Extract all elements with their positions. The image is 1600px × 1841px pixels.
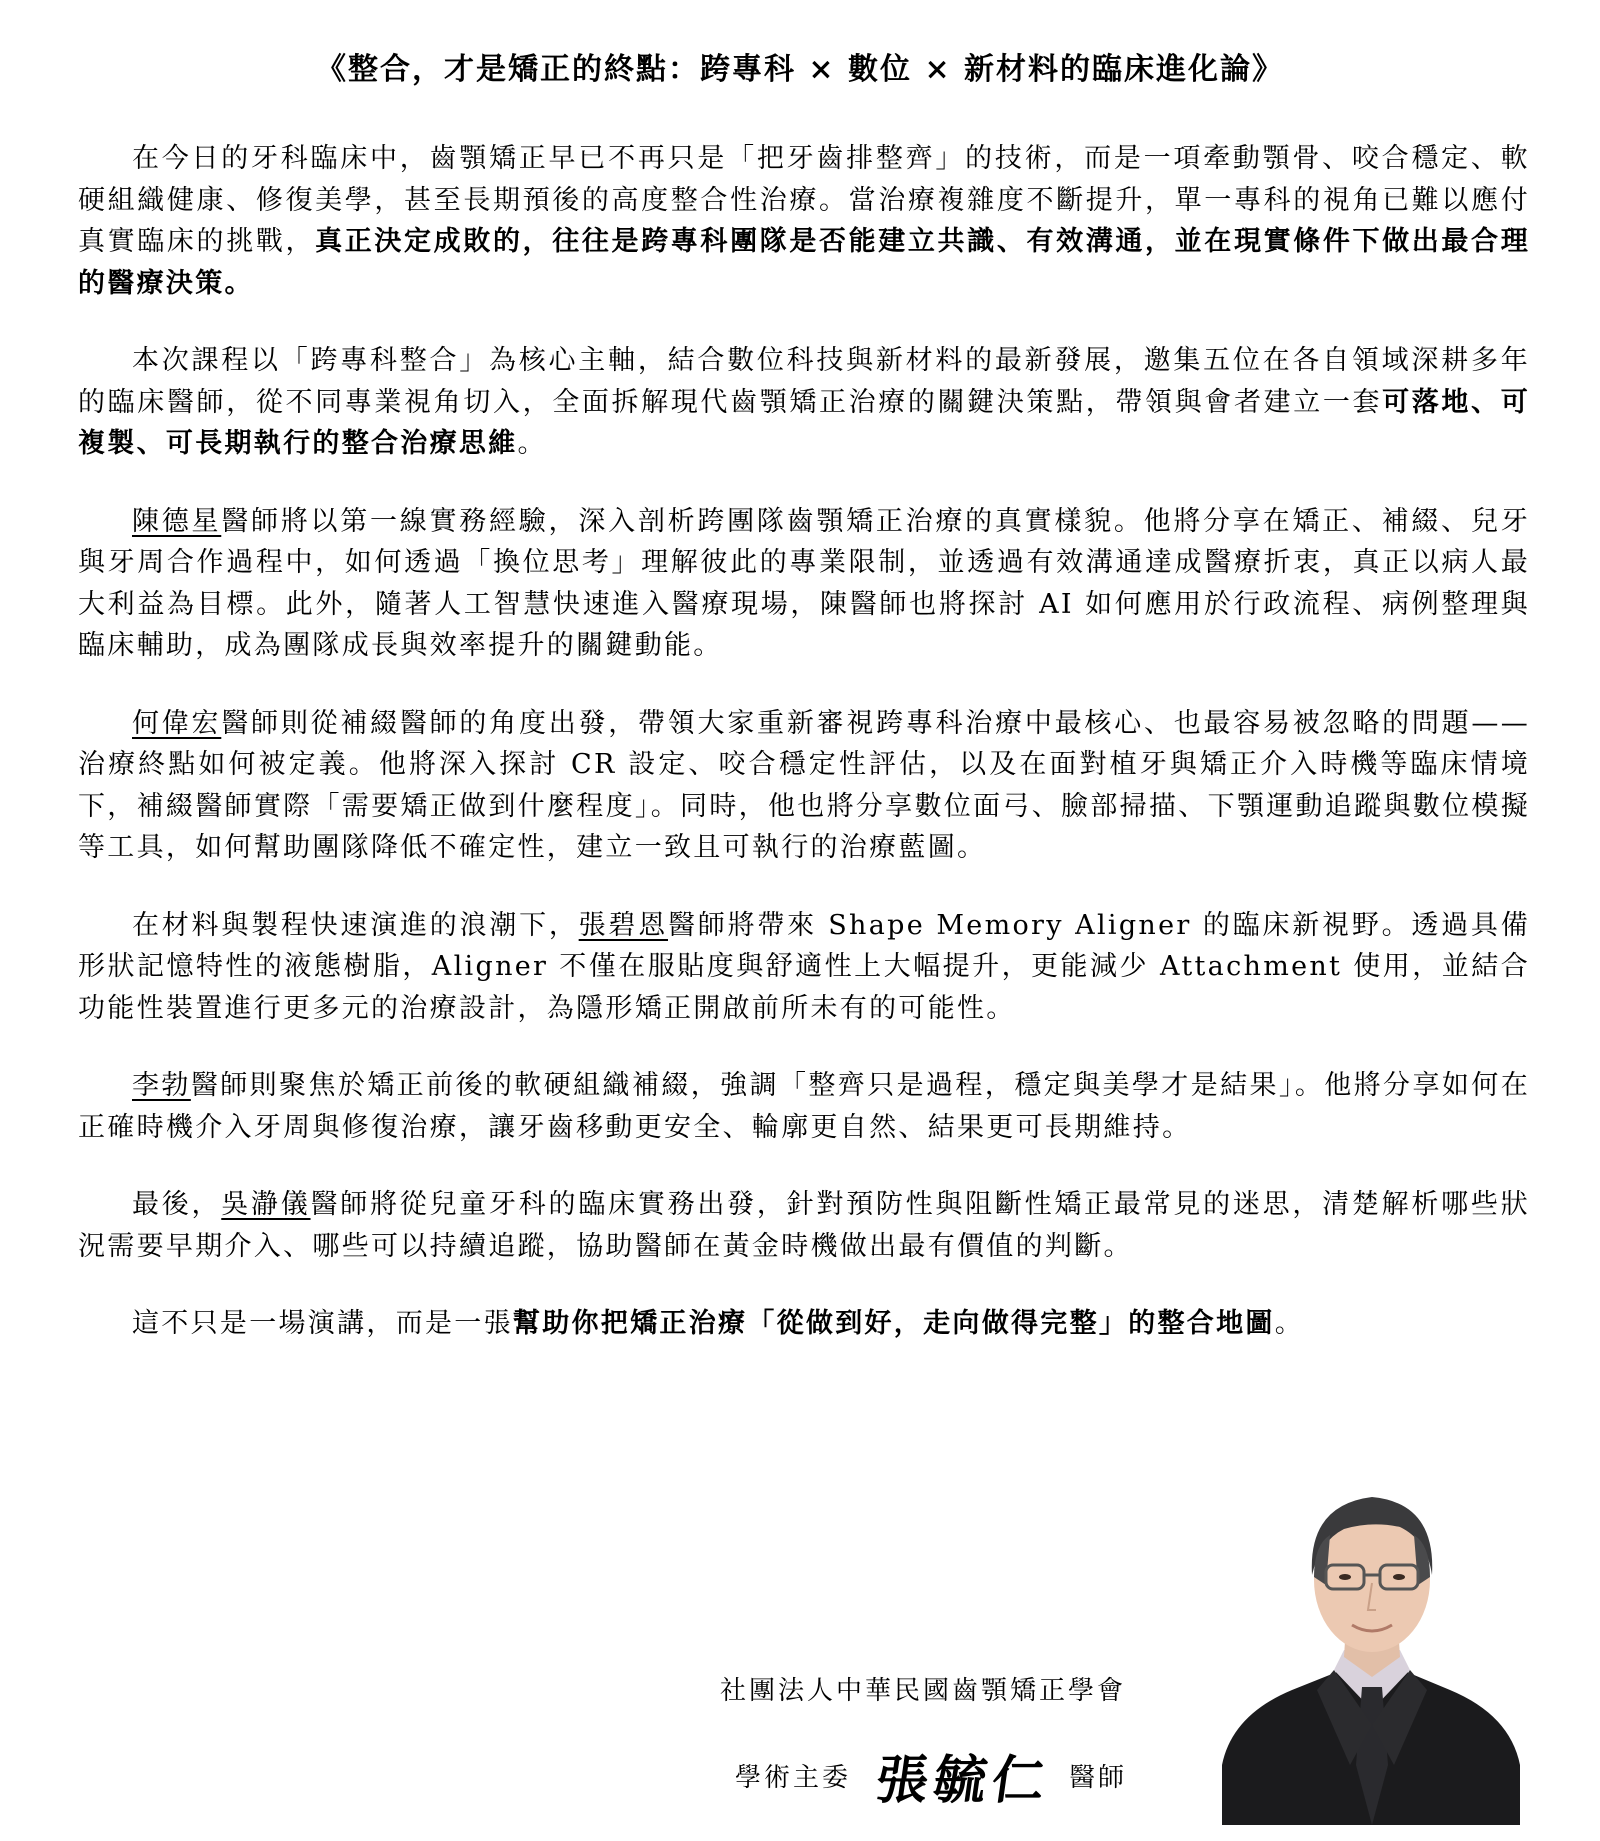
speaker-name: 吳瀞儀 (221, 1189, 311, 1220)
signature-line (735, 1745, 1128, 1811)
document-title: 《整合，才是矯正的終點：跨專科 × 數位 × 新材料的臨床進化論》 (315, 52, 1285, 87)
paragraph-speaker-3 (78, 905, 1530, 1030)
paragraph-end: 。 (517, 428, 547, 459)
paragraph-speaker-5 (78, 1184, 1530, 1267)
paragraph-text: 醫師將從兒童牙科的臨床實務出發，針對預防性與阻斷性矯正最常見的迷思，清楚解析哪些狀況需要早期介入、哪些可以持續追蹤，協助醫師在黃金時機做出最有價值的判斷。 (78, 1189, 1530, 1262)
paragraph-speaker-2 (78, 703, 1530, 869)
paragraph-end: 。 (1274, 1308, 1305, 1339)
paragraph-bold-text: 可落地、可複製、可長期執行的整合治療思維 (78, 386, 1530, 459)
paragraph-pre: 最後， (132, 1189, 222, 1220)
paragraph-text: 本次課程以「跨專科整合」為核心主軸，結合數位科技與新材料的最新發展，邀集五位在各自領域深耕多年的臨床醫師，從不同專業視角切入，全面拆解現代齒顎矯正治療的關鍵決策點，帶領與會者建立一套 (78, 345, 1530, 418)
paragraph-course-overview (78, 340, 1530, 465)
paragraph-intro (78, 138, 1530, 304)
speaker-name: 陳德星 (132, 505, 222, 537)
document-body (78, 138, 1530, 1381)
paragraph-text: 在今日的牙科臨床中，齒顎矯正早已不再只是「把牙齒排整齊」的技術，而是一項牽動顎骨、咬合穩定、軟硬組織健康、修復美學，甚至長期預後的高度整合性治療。當治療複雜度不斷提升，單一專科的視角已難以應付真實臨床的挑戰， (78, 143, 1530, 257)
speaker-name: 何偉宏 (132, 707, 222, 739)
paragraph-closing (78, 1303, 1530, 1345)
paragraph-bold-text: 真正決定成敗的，往往是跨專科團隊是否能建立共識、有效溝通，並在現實條件下做出最合理的醫療決策。 (78, 226, 1530, 299)
signature-name: 張毓仁 (872, 1749, 1055, 1811)
paragraph-text: 醫師將以第一線實務經驗，深入剖析跨團隊齒顎矯正治療的真實樣貌。他將分享在矯正、補綴、兒牙與牙周合作過程中，如何透過「換位思考」理解彼此的專業限制，並透過有效溝通達成醫療折衷，真正以病人最大利益為目標。此外，隨著人工智慧快速進入醫療現場，陳醫師也將探討 AI 如何應用於行政流程、病例整理與臨床輔助，成為團隊成長與效率提升的關鍵動能。 (78, 505, 1530, 661)
paragraph-speaker-1 (78, 501, 1530, 667)
paragraph-text: 醫師則聚焦於矯正前後的軟硬組織補綴，強調「整齊只是過程，穩定與美學才是結果」。他將分享如何在正確時機介入牙周與修復治療，讓牙齒移動更安全、輪廓更自然、結果更可長期維持。 (78, 1070, 1530, 1143)
signature-suffix: 醫師 (1069, 1762, 1128, 1793)
paragraph-text: 醫師將帶來 Shape Memory Aligner 的臨床新視野。透過具備形狀記憶特性的液態樹脂，Aligner 不僅在服貼度與舒適性上大幅提升，更能減少 Attachment 使用，並結合功能性裝置進行更多元的治療設計，為隱形矯正開啟前所未有的可能性。 (78, 909, 1531, 1024)
signature-role: 學術主委 (735, 1762, 852, 1793)
paragraph-pre: 這不只是一場演講，而是一張 (132, 1308, 513, 1339)
paragraph-speaker-4 (78, 1065, 1530, 1148)
paragraph-pre: 在材料與製程快速演進的浪潮下， (132, 909, 579, 941)
signature-organization: 社團法人中華民國齒顎矯正學會 (720, 1676, 1127, 1706)
paragraph-text: 醫師則從補綴醫師的角度出發，帶領大家重新審視跨專科治療中最核心、也最容易被忽略的問題——治療終點如何被定義。他將深入探討 CR 設定、咬合穩定性評估，以及在面對植牙與矯正介入時機等臨床情境下，補綴醫師實際「需要矯正做到什麼程度」。同時，他也將分享數位面弓、臉部掃描、下顎運動追蹤與數位模擬等工具，如何幫助團隊降低不確定性，建立一致且可執行的治療藍圖。 (78, 707, 1530, 863)
portrait-photo (1222, 1465, 1520, 1825)
paragraph-bold-text: 幫助你把矯正治療「從做到好，走向做得完整」的整合地圖 (512, 1308, 1275, 1339)
speaker-name: 張碧恩 (578, 909, 668, 941)
speaker-name: 李勃 (132, 1070, 191, 1101)
